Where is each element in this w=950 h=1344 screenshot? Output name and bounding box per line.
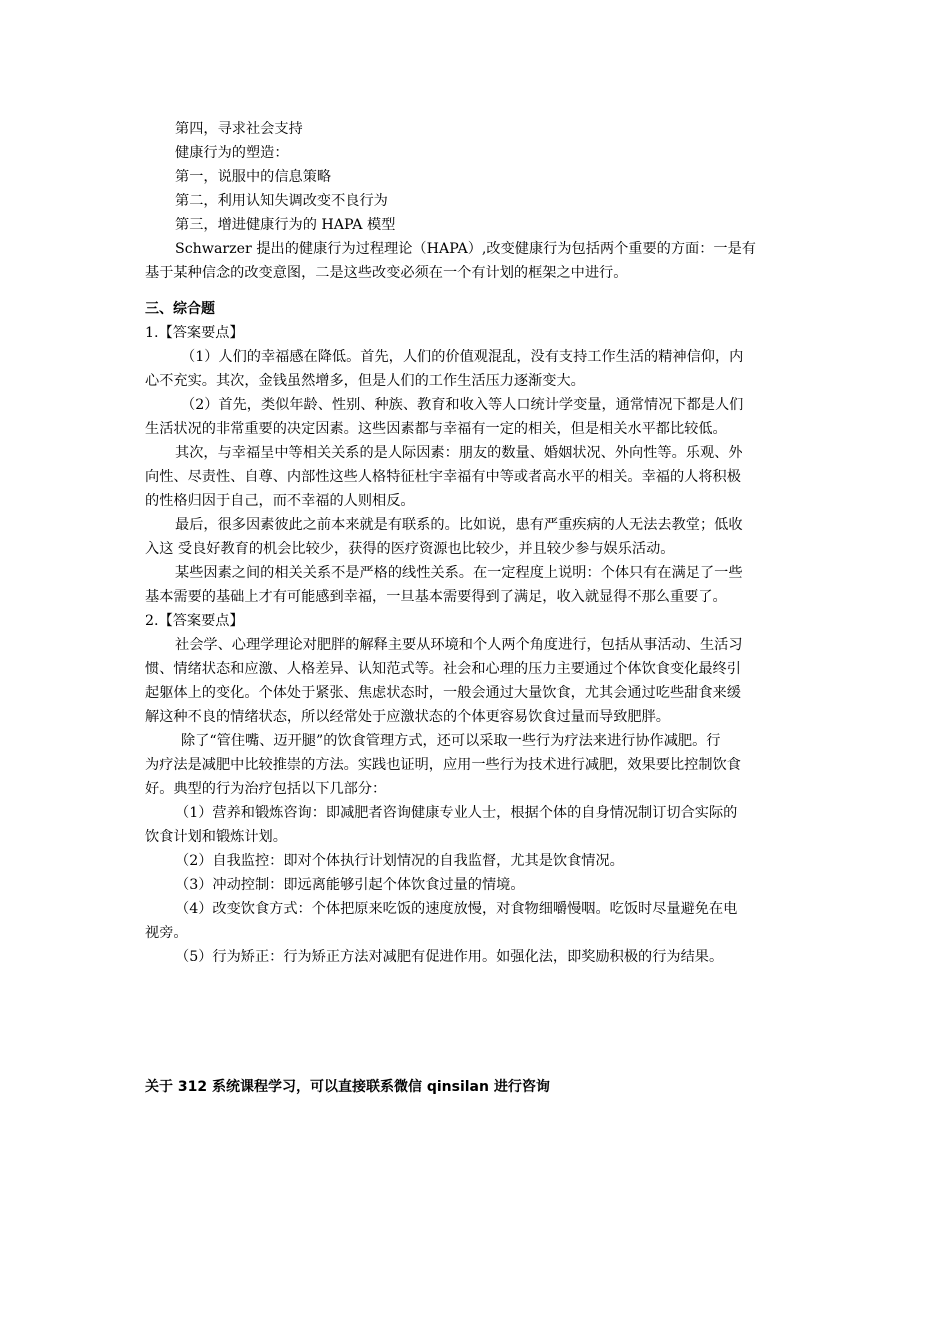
- text-line: 生活状况的非常重要的决定因素。这些因素都与幸福有一定的相关，但是相关水平都比较低。: [145, 421, 727, 437]
- text-line: 第四，寻求社会支持: [175, 121, 303, 137]
- section-heading: 三、综合题: [145, 301, 215, 317]
- document-body: [145, 117, 810, 969]
- text-line: 健康行为的塑造：: [175, 145, 289, 161]
- text-line: （1）人们的幸福感在降低。首先，人们的价值观混乱，没有支持工作生活的精神信仰，内: [181, 349, 744, 365]
- text-line: 第三，增进健康行为的 HAPA 模型: [175, 217, 396, 233]
- text-line: 为疗法是减肥中比较推崇的方法。实践也证明，应用一些行为技术进行减肥，效果要比控制饮食: [145, 757, 741, 773]
- text-line: （4）改变饮食方式：个体把原来吃饭的速度放慢，对食物细嚼慢咽。吃饭时尽量避免在电: [175, 901, 738, 917]
- text-line: 最后，很多因素彼此之前本来就是有联系的。比如说，患有严重疾病的人无法去教堂；低收: [175, 517, 743, 533]
- text-line: 其次，与幸福呈中等相关关系的是人际因素：朋友的数量、婚姻状况、外向性等。乐观、外: [175, 445, 743, 461]
- text-line: （5）行为矫正：行为矫正方法对减肥有促进作用。如强化法，即奖励积极的行为结果。: [175, 949, 724, 965]
- text-line: 基本需要的基础上才有可能感到幸福，一旦基本需要得到了满足，收入就显得不那么重要了。: [145, 589, 727, 605]
- contact-footer: 关于 312 系统课程学习，可以直接联系微信 qinsilan 进行咨询: [145, 1079, 550, 1095]
- text-line: （3）冲动控制：即远离能够引起个体饮食过量的情境。: [175, 877, 525, 893]
- text-line: 除了“管住嘴、迈开腿”的饮食管理方式，还可以采取一些行为疗法来进行协作减肥。行: [181, 733, 721, 749]
- text-line: 视旁。: [145, 925, 188, 941]
- text-line: 基于某种信念的改变意图，二是这些改变必须在一个有计划的框架之中进行。: [145, 265, 628, 281]
- text-line: 第二，利用认知失调改变不良行为: [175, 193, 388, 209]
- text-line: Schwarzer 提出的健康行为过程理论（HAPA）,改变健康行为包括两个重要的方面：一是有: [175, 241, 756, 257]
- text-line: （1）营养和锻炼咨询：即减肥者咨询健康专业人士，根据个体的自身情况制订切合实际的: [175, 805, 738, 821]
- text-line: （2）首先，类似年龄、性别、种族、教育和收入等人口统计学变量，通常情况下都是人们: [181, 397, 744, 413]
- text-line: （2）自我监控：即对个体执行计划情况的自我监督，尤其是饮食情况。: [175, 853, 624, 869]
- text-line: 第一，说服中的信息策略: [175, 169, 332, 185]
- text-line: 入这 受良好教育的机会比较少，获得的医疗资源也比较少，并且较少参与娱乐活动。: [145, 541, 675, 557]
- text-line: 某些因素之间的相关关系不是严格的线性关系。在一定程度上说明：个体只有在满足了一些: [175, 565, 743, 581]
- text-line: 饮食计划和锻炼计划。: [145, 829, 287, 845]
- text-line: 惯、情绪状态和应激、人格差异、认知范式等。社会和心理的压力主要通过个体饮食变化最终引: [145, 661, 741, 677]
- answer-heading-2: 2.【答案要点】: [145, 613, 244, 629]
- text-line: 心不充实。其次，金钱虽然增多，但是人们的工作生活压力逐渐变大。: [145, 373, 585, 389]
- text-line: 起躯体上的变化。个体处于紧张、焦虑状态时，一般会通过大量饮食，尤其会通过吃些甜食来缓: [145, 685, 741, 701]
- text-line: 解这种不良的情绪状态，所以经常处于应激状态的个体更容易饮食过量而导致肥胖。: [145, 709, 670, 725]
- text-line: 好。典型的行为治疗包括以下几部分：: [145, 781, 387, 797]
- text-line: 社会学、心理学理论对肥胖的解释主要从环境和个人两个角度进行，包括从事活动、生活习: [175, 637, 743, 653]
- answer-heading-1: 1.【答案要点】: [145, 325, 244, 341]
- text-line: 向性、尽责性、自尊、内部性这些人格特征杜宇幸福有中等或者高水平的相关。幸福的人将积极: [145, 469, 741, 485]
- text-line: 的性格归因于自己，而不幸福的人则相反。: [145, 493, 415, 509]
